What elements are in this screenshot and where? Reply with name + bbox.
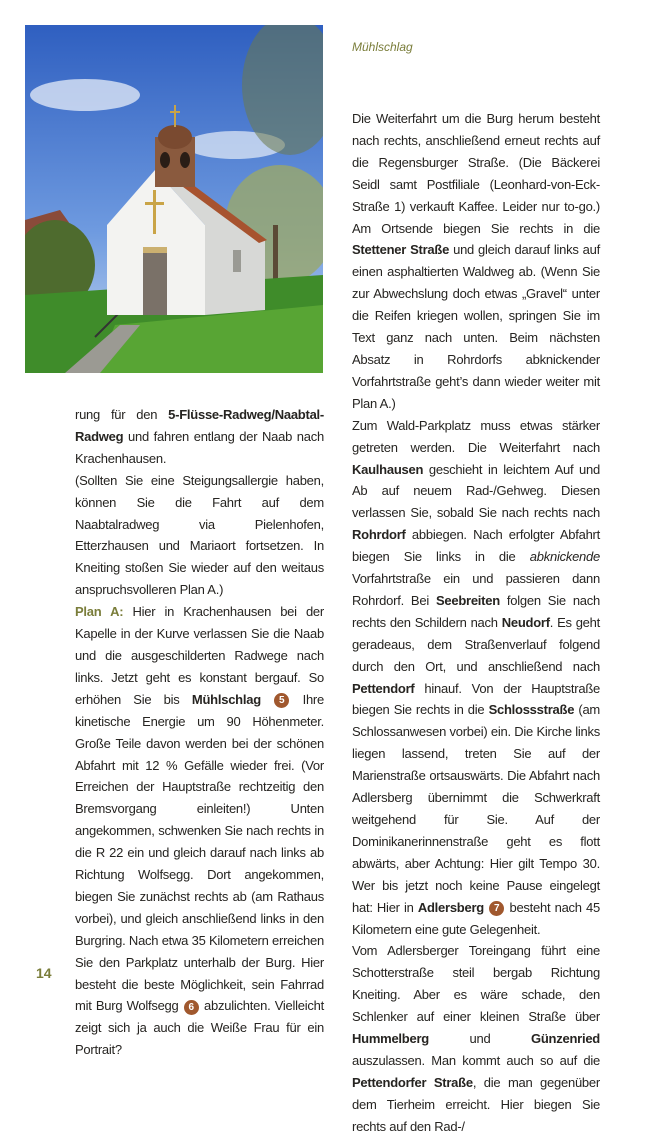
paragraph: Zum Wald-Parkplatz muss etwas stärker getreten werden. Die Weiterfahrt nach Kaulhausen geschieht in leichtem Auf und Ab auf neuem Rad-/Gehweg. Diesen verlassen Sie, sobald Sie nach rechts nach Rohrdorf abbiegen. Nach erfolgter Abfahrt biegen Sie links in die abknickende Vorfahrtstraße ein und passieren dann Rohrdorf. Bei Seebreiten folgen Sie nach rechts den Schildern nach Neudorf. Es geht geradeaus, dem Straßenverlauf folgend durch den Ort, und anschließend nach Pettendorf hinauf. Von der Hauptstraße biegen Sie rechts in die Schlossstraße (am Schlossanwesen vorbei) ein. Die Kirche links liegen lassend, treten Sie auf der Marienstraße ortsauswärts. Die Abfahrt nach Adlersberg übernimmt die Schwerkraft weitgehend für Sie. Auf der Dominikanerinnenstraße geht es flott abwärts, aber Achtung: Hier gilt Tempo 30. Wer bis jetzt noch keine Pause eingelegt hat: Hier in Adlersberg 7 besteht nach 45 Kilometern eine gute Gelegenheit. bbox=[352, 417, 601, 937]
running-header: Mühlschlag bbox=[352, 40, 413, 54]
waypoint-badge: 7 bbox=[489, 901, 504, 916]
paragraph: Plan A: Hier in Krachenhausen bei der Kapelle in der Kurve verlassen Sie die Naab und die ausgeschilderten Radwege nach links. Jetzt geht es konstant bergauf. So erhöhen Sie bis Mühlschlag 5 Ihre kinetische Energie um 90 Höhenmeter. Große Teile davon werden bei der schönen Abfahrt mit 12 % Gefälle wieder frei. (Vor Erreichen der Hauptstraße rechtzeitig den Bremsvorgang einleiten!) Unten angekommen, schwenken Sie nach rechts in die R 22 ein und gleich darauf nach links ab Richtung Wolfsegg. Dort angekommen, biegen Sie zunächst rechts ab (am Rathaus vorbei), und gleich anschließend links in den Burgring. Nach etwa 35 Kilometern erreichen Sie den Parkplatz unterhalb der Burg. Hier besteht die beste Möglichkeit, sein Fahrrad mit Burg Wolfsegg 6 abzulichten. Vielleicht zeigt sich ja auch die Weiße Frau für ein Portrait? bbox=[75, 604, 324, 1058]
paragraph: Die Weiterfahrt um die Burg herum besteht nach rechts, anschließend erneut rechts auf die Regensburger Straße. (Die Bäckerei Seidl samt Postfiliale (Leonhard-von-Eck-Straße 1) verkauft Kaffee. Leider nur to-go.) Am Ortsende biegen Sie rechts in die Stettener Straße und gleich darauf links auf einen asphaltierten Waldweg ab. (Wenn Sie zur Abwechslung doch etwas „Gravel“ unter die Reifen kriegen wollen, springen Sie im Text ganz nach unten. Beim nächsten Absatz in Rohrdorfs abknickender Vorfahrtstraße geht’s dann wieder weiter mit Plan A.) bbox=[352, 111, 601, 411]
plan-label: Plan A: bbox=[75, 604, 124, 620]
paragraph: rung für den 5-Flüsse-Radweg/Naabtal-Radweg und fahren entlang der Naab nach Krachenhausen. bbox=[75, 407, 324, 466]
right-column bbox=[352, 108, 600, 1138]
waypoint-badge: 5 bbox=[274, 693, 289, 708]
paragraph: Vom Adlersberger Toreingang führt eine Schotterstraße steil bergab Richtung Kneiting. Aber es wäre schade, den Schlenker auf einer kleinen Straße über Hummelberg und Günzenried auszulassen. Man kommt auch so auf die Pettendorfer Straße, die man gegenüber dem Tierheim erreicht. Hier biegen Sie rechts auf den Rad-/ bbox=[352, 943, 600, 1134]
chapel-photo bbox=[25, 25, 323, 373]
waypoint-badge: 6 bbox=[184, 1000, 199, 1015]
page-number: 14 bbox=[36, 965, 52, 981]
left-column bbox=[75, 404, 324, 1061]
paragraph: (Sollten Sie eine Steigungsallergie haben, können Sie die Fahrt auf dem Naabtalradweg via Pielenhofen, Etterzhausen und Mariaort fortsetzen. In Kneiting stoßen Sie wieder auf den weitaus anspruchsvolleren Plan A.) bbox=[75, 472, 324, 598]
